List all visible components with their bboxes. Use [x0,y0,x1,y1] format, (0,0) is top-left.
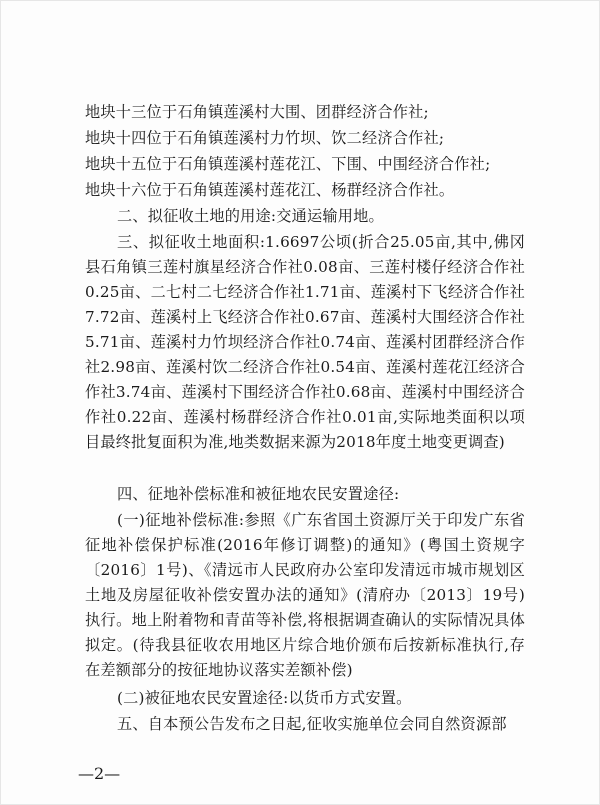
paragraph-land-use: 二、拟征收土地的用途:交通运输用地。 [117,207,384,225]
paragraph-parcel-15: 地块十五位于石角镇莲溪村莲花江、下围、中围经济合作社; [85,155,491,173]
paragraph-resettlement: (二)被征地农民安置途径:以货币方式安置。 [117,689,412,707]
paragraph-land-area: 三、拟征收土地面积:1.6697公顷(折合25.05亩,其中,佛冈县石角镇三莲村旗星经济合作社0.08亩、三莲村楼仔经济合作社0.25亩、二七村二七经济合作社1.71亩、莲溪村下飞经济合作社7.72亩、莲溪村上飞经济合作社0.67亩、莲溪村大围经济合作社5.71亩、莲溪村力竹坝经济合作社0.74亩、莲溪村团群经济合作社2.98亩、莲溪村饮二经济合作社0.54亩、莲溪村莲花江经济合作社3.74亩、莲溪村下围经济合作社0.68亩、莲溪村中围经济合作社0.22亩、莲溪村杨群经济合作社0.01亩,实际地类面积以项目最终批复面积为准,地类数据来源为2018年度土地变更调查) [85,233,526,451]
paragraph-parcel-13: 地块十三位于石角镇莲溪村大围、团群经济合作社; [85,103,429,121]
paragraph-compensation-standard: (一)征地补偿标准:参照《广东省国土资源厅关于印发广东省征地补偿保护标准(2016年修订调整)的通知》(粤国土资规字〔2016〕1号)、《清远市人民政府办公室印发清远市城市规划区土地及房屋征收补偿安置办法的通知》(清府办〔2013〕19号)执行。地上附着物和青苗等补偿,将根据调查确认的实际情况具体拟定。(待我县征收农用地区片综合地价颁布后按新标准执行,存在差额部分的按征地协议落实差额补偿) [85,511,525,679]
paragraph-section-five: 五、自本预公告发布之日起,征收实施单位会同自然资源部 [117,715,507,733]
paragraph-parcel-14: 地块十四位于石角镇莲溪村力竹坝、饮二经济合作社; [85,129,445,147]
paragraph-parcel-16: 地块十六位于石角镇莲溪村莲花江、杨群经济合作社。 [85,181,455,199]
page-number: —2— [78,764,121,783]
paragraph-section-four-heading: 四、征地补偿标准和被征地农民安置途径: [117,485,400,503]
